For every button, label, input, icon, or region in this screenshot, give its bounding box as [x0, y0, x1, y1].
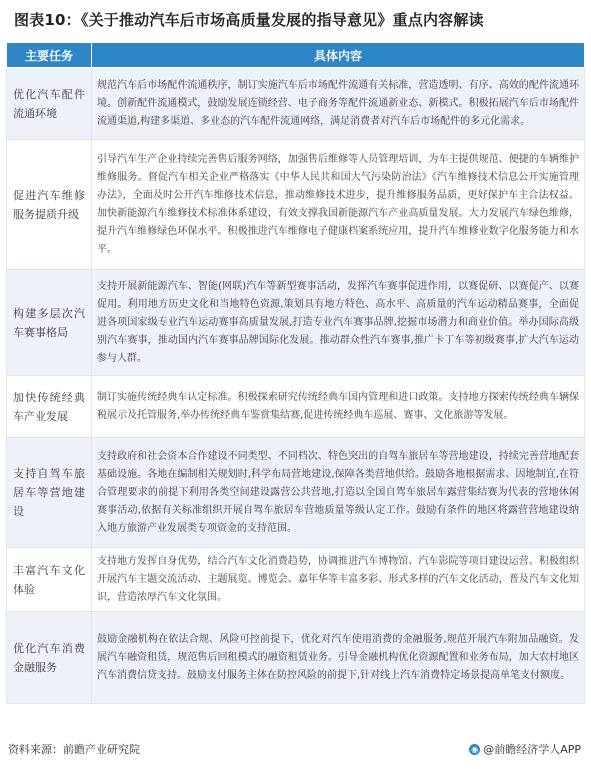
table-row [7, 270, 585, 376]
header-content: 具体内容 [92, 43, 585, 68]
brand-credit [469, 741, 581, 757]
task-cell: 优化汽车配件流通环境 [7, 68, 92, 140]
policy-table [6, 42, 585, 704]
content-cell: 规范汽车后市场配件流通秩序，制订实施汽车后市场配件流通有关标准，营造透明、有序、高效的配件流通环境。创新配件流通模式，鼓励发展连锁经营、电子商务等配件流通新业态、新模式。积极拓展汽车后市场配件流通渠道,构建多渠道、多业态的汽车配件流通网络，满足消费者对汽车后市场配件的多元化需求。 [92, 68, 585, 140]
task-cell: 优化汽车消费金融服务 [7, 612, 92, 704]
page-title: 图表10：《关于推动汽车后市场高质量发展的指导意见》重点内容解读 [14, 10, 484, 29]
content-cell: 制订实施传统经典车认定标准。积极探索研究传统经典车国内管理和进口政策。支持地方探索传统经典车辆保税展示及托管服务,举办传统经典车鉴赏集结赛,促进传统经典车巡展、赛事、文化旅游等发展。 [92, 376, 585, 438]
table-row [7, 68, 585, 140]
table-row [7, 548, 585, 612]
table-header-row [7, 43, 585, 68]
task-cell: 构建多层次汽车赛事格局 [7, 270, 92, 376]
task-cell: 支持自驾车旅居车等营地建设 [7, 438, 92, 548]
table-row [7, 438, 585, 548]
content-cell: 引导汽车生产企业持续完善售后服务网络，加强售后维修等人员管理培训，为车主提供规范、便捷的车辆维护维修服务。督促汽车相关企业严格落实《中华人民共和国大气污染防治法》《汽车维修技术信息公开实施管理办法》，全面及时公开汽车维修技术信息，推动维修技术进步，提升维修服务品质，更好保护车主合法权益。加快新能源汽车维修技术标准体系建设，有效支撑我国新能源汽车产业高质量发展。大力发展汽车绿色维修，提升汽车维修绿色环保水平。积极推进汽车维修电子健康档案系统应用，提升汽车维修业数字化服务能力和水平。 [92, 140, 585, 270]
source-note: 资料来源：前瞻产业研究院 [8, 743, 140, 756]
content-cell: 支持开展新能源汽车、智能(网联)汽车等新型赛事活动，发挥汽车赛事促进作用，以赛促研、以赛促产、以赛促用。利用地方历史文化和当地特色资源,策划具有地方特色、高水平、高质量的汽车运动精品赛事，全面促进各项国家级专业汽车运动赛事高质量发展,打造专业汽车赛事品牌,挖掘市场潜力和商业价值。举办国际高级别汽车赛事，推动国内汽车赛事品牌国际化发展。推动群众性汽车赛事,推广卡丁车等初级赛事,扩大汽车运动参与人群。 [92, 270, 585, 376]
qianzhan-logo-icon: ◉ [469, 744, 480, 755]
table-row [7, 612, 585, 704]
content-cell: 鼓励金融机构在依法合规、风险可控前提下，优化对汽车使用消费的金融服务,规范开展汽车附加品融资。发展汽车融资租赁，规范售后回租模式的融资租赁业务。引导金融机构优化资源配置和业务布局，加大农村地区汽车消费信贷支持。鼓励支付服务主体在防控风险的前提下,针对线上汽车消费特定场景提高单笔支付额度。 [92, 612, 585, 704]
task-cell: 丰富汽车文化体验 [7, 548, 92, 612]
task-cell: 促进汽车维修服务提质升级 [7, 140, 92, 270]
table-row [7, 140, 585, 270]
table-row [7, 376, 585, 438]
brand-text: @前瞻经济学人APP [483, 743, 581, 756]
header-task: 主要任务 [7, 43, 92, 68]
task-cell: 加快传统经典车产业发展 [7, 376, 92, 438]
footer [0, 738, 591, 760]
content-cell: 支持政府和社会资本合作建设不同类型、不同档次、特色突出的自驾车旅居车等营地建设，持续完善营地配套基础设施。各地在编制相关规划时,科学布局营地建设,保障各类营地供给。鼓励各地根据需求、因地制宜,在符合管理要求的前提下利用各类空间建设露营公共营地,打造以全国自驾车旅居车露营集结赛为代表的营地休闲赛事活动,依据有关标准组织开展自驾车旅居车营地质量等级认定工作。鼓励有条件的地区将露营营地建设纳入地方旅游产业发展类专项资金的支持范围。 [92, 438, 585, 548]
content-cell: 支持地方发挥自身优势，结合汽车文化消费趋势，协调推进汽车博物馆、汽车影院等项目建设运营。积极组织开展汽车主题交流活动、主题展览、博览会、嘉年华等丰富多彩、形式多样的汽车文化活动，普及汽车文化知识，营造浓厚汽车文化氛围。 [92, 548, 585, 612]
